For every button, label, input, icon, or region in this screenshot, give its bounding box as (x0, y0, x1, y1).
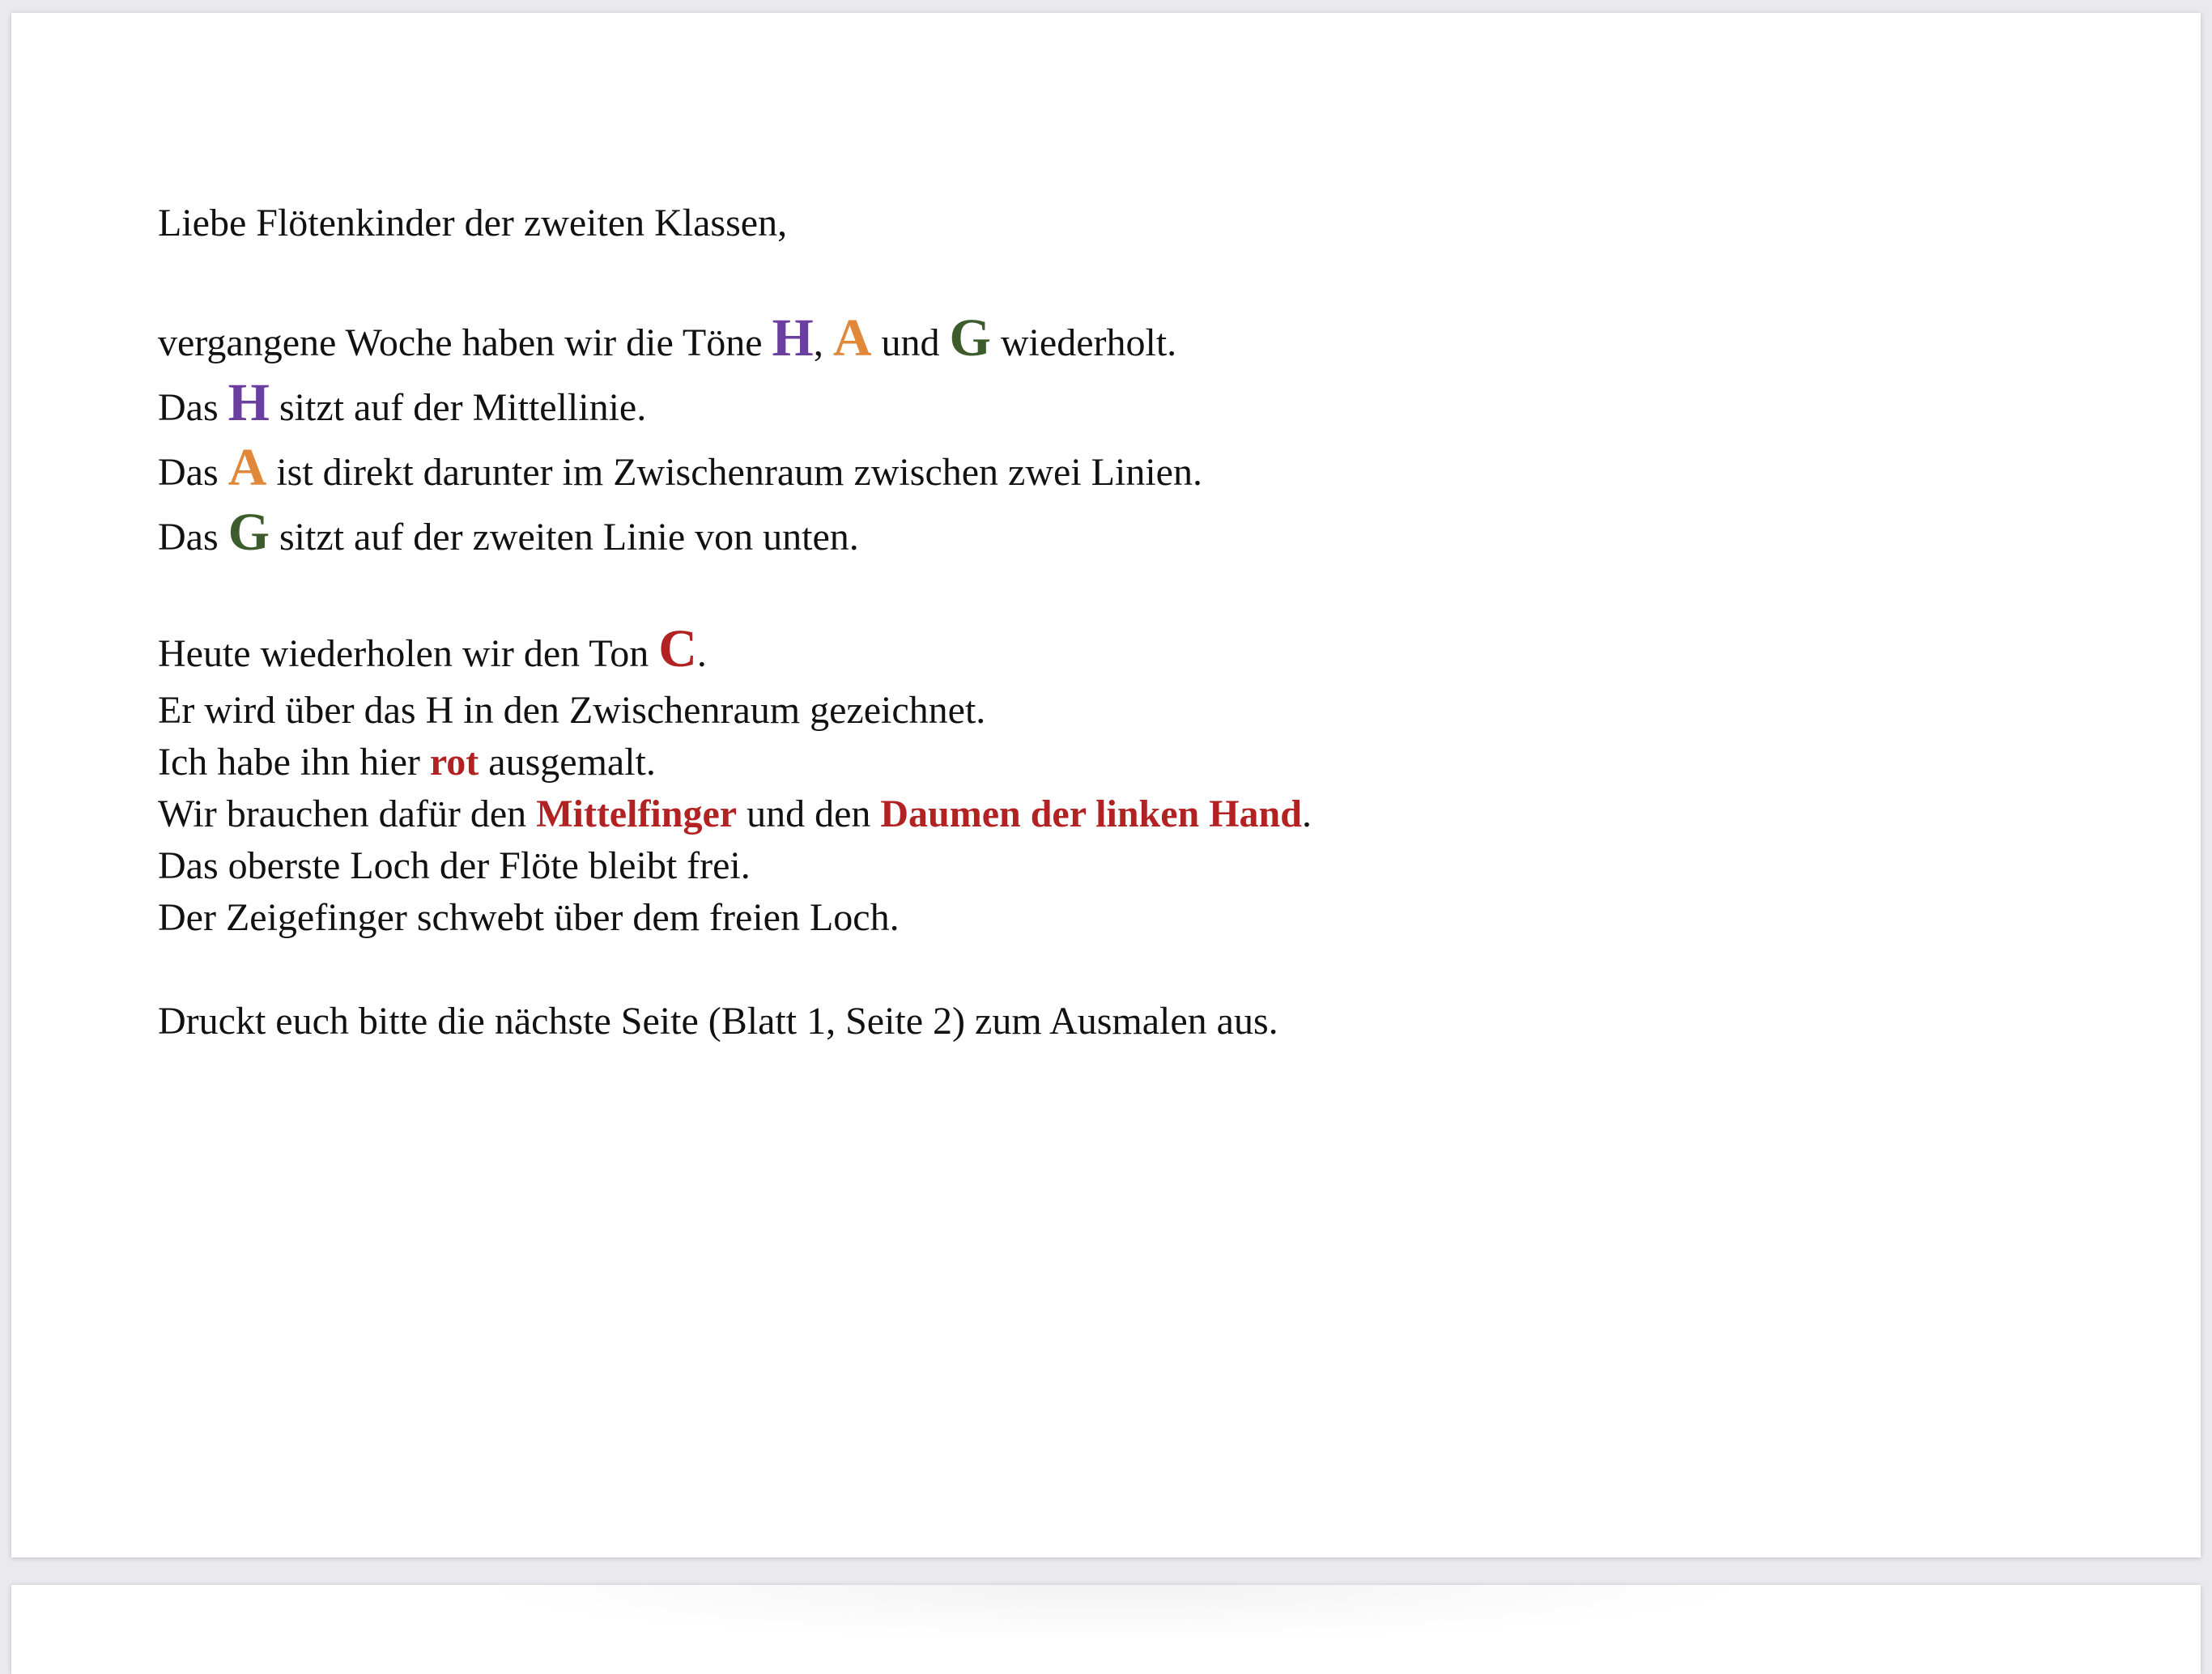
index-finger-line (158, 895, 900, 940)
greeting-text: Liebe Flötenkinder der zweiten Klassen, (158, 202, 788, 244)
note-c: C (658, 619, 697, 678)
g-desc-post: sitzt auf der zweiten Linie von unten. (270, 516, 859, 559)
emphasis-mittelfinger: Mittelfinger (536, 792, 738, 835)
h-desc-post: sitzt auf der Mittellinie. (270, 386, 647, 429)
document-page-2 (11, 1585, 2201, 1674)
fingering-line (158, 792, 1312, 836)
note-g: G (949, 308, 991, 368)
c-intro-pre: Heute wiederholen wir den Ton (158, 632, 659, 675)
greeting-line (158, 201, 787, 245)
g-description-line (158, 502, 859, 563)
closing-text: Druckt euch bitte die nächste Seite (Blatt 1, Seite 2) zum Ausmalen aus. (158, 1000, 1278, 1043)
fingering-pre: Wir brauchen dafür den (158, 792, 537, 835)
separator-comma: , (813, 321, 833, 364)
page-2-image-edge (465, 1585, 1760, 1642)
review-text-post: wiederholt. (990, 321, 1177, 364)
c-color-post: ausgemalt. (479, 741, 656, 784)
top-hole-text: Das oberste Loch der Flöte bleibt frei. (158, 844, 751, 887)
a-description-line (158, 437, 1202, 499)
c-intro-line (158, 618, 707, 680)
c-color-line (158, 740, 656, 784)
review-text-pre: vergangene Woche haben wir die Töne (158, 321, 772, 364)
index-finger-text: Der Zeigefinger schwebt über dem freien Loch. (158, 896, 900, 939)
c-position-text: Er wird über das H in den Zwischenraum gezeichnet. (158, 689, 986, 732)
separator-und: und (871, 321, 950, 364)
a-desc-post: ist direkt darunter im Zwischenraum zwischen zwei Linien. (266, 451, 1202, 494)
emphasis-daumen: Daumen der linken Hand (880, 792, 1302, 835)
document-page-1 (11, 13, 2201, 1557)
c-position-line (158, 688, 985, 733)
review-line (158, 308, 1176, 369)
note-g: G (228, 503, 270, 562)
c-intro-post: . (696, 632, 707, 675)
a-desc-pre: Das (158, 451, 228, 494)
closing-line (158, 999, 1278, 1043)
h-description-line (158, 372, 646, 434)
note-h: H (228, 373, 270, 432)
note-h: H (772, 308, 814, 368)
c-color-pre: Ich habe ihn hier (158, 741, 430, 784)
top-hole-line (158, 843, 751, 888)
g-desc-pre: Das (158, 516, 228, 559)
h-desc-pre: Das (158, 386, 228, 429)
note-a: A (228, 438, 267, 497)
emphasis-rot: rot (429, 741, 479, 784)
note-a: A (832, 308, 872, 368)
page-content (11, 13, 2201, 1557)
fingering-mid: und den (737, 792, 881, 835)
fingering-post: . (1301, 792, 1312, 835)
